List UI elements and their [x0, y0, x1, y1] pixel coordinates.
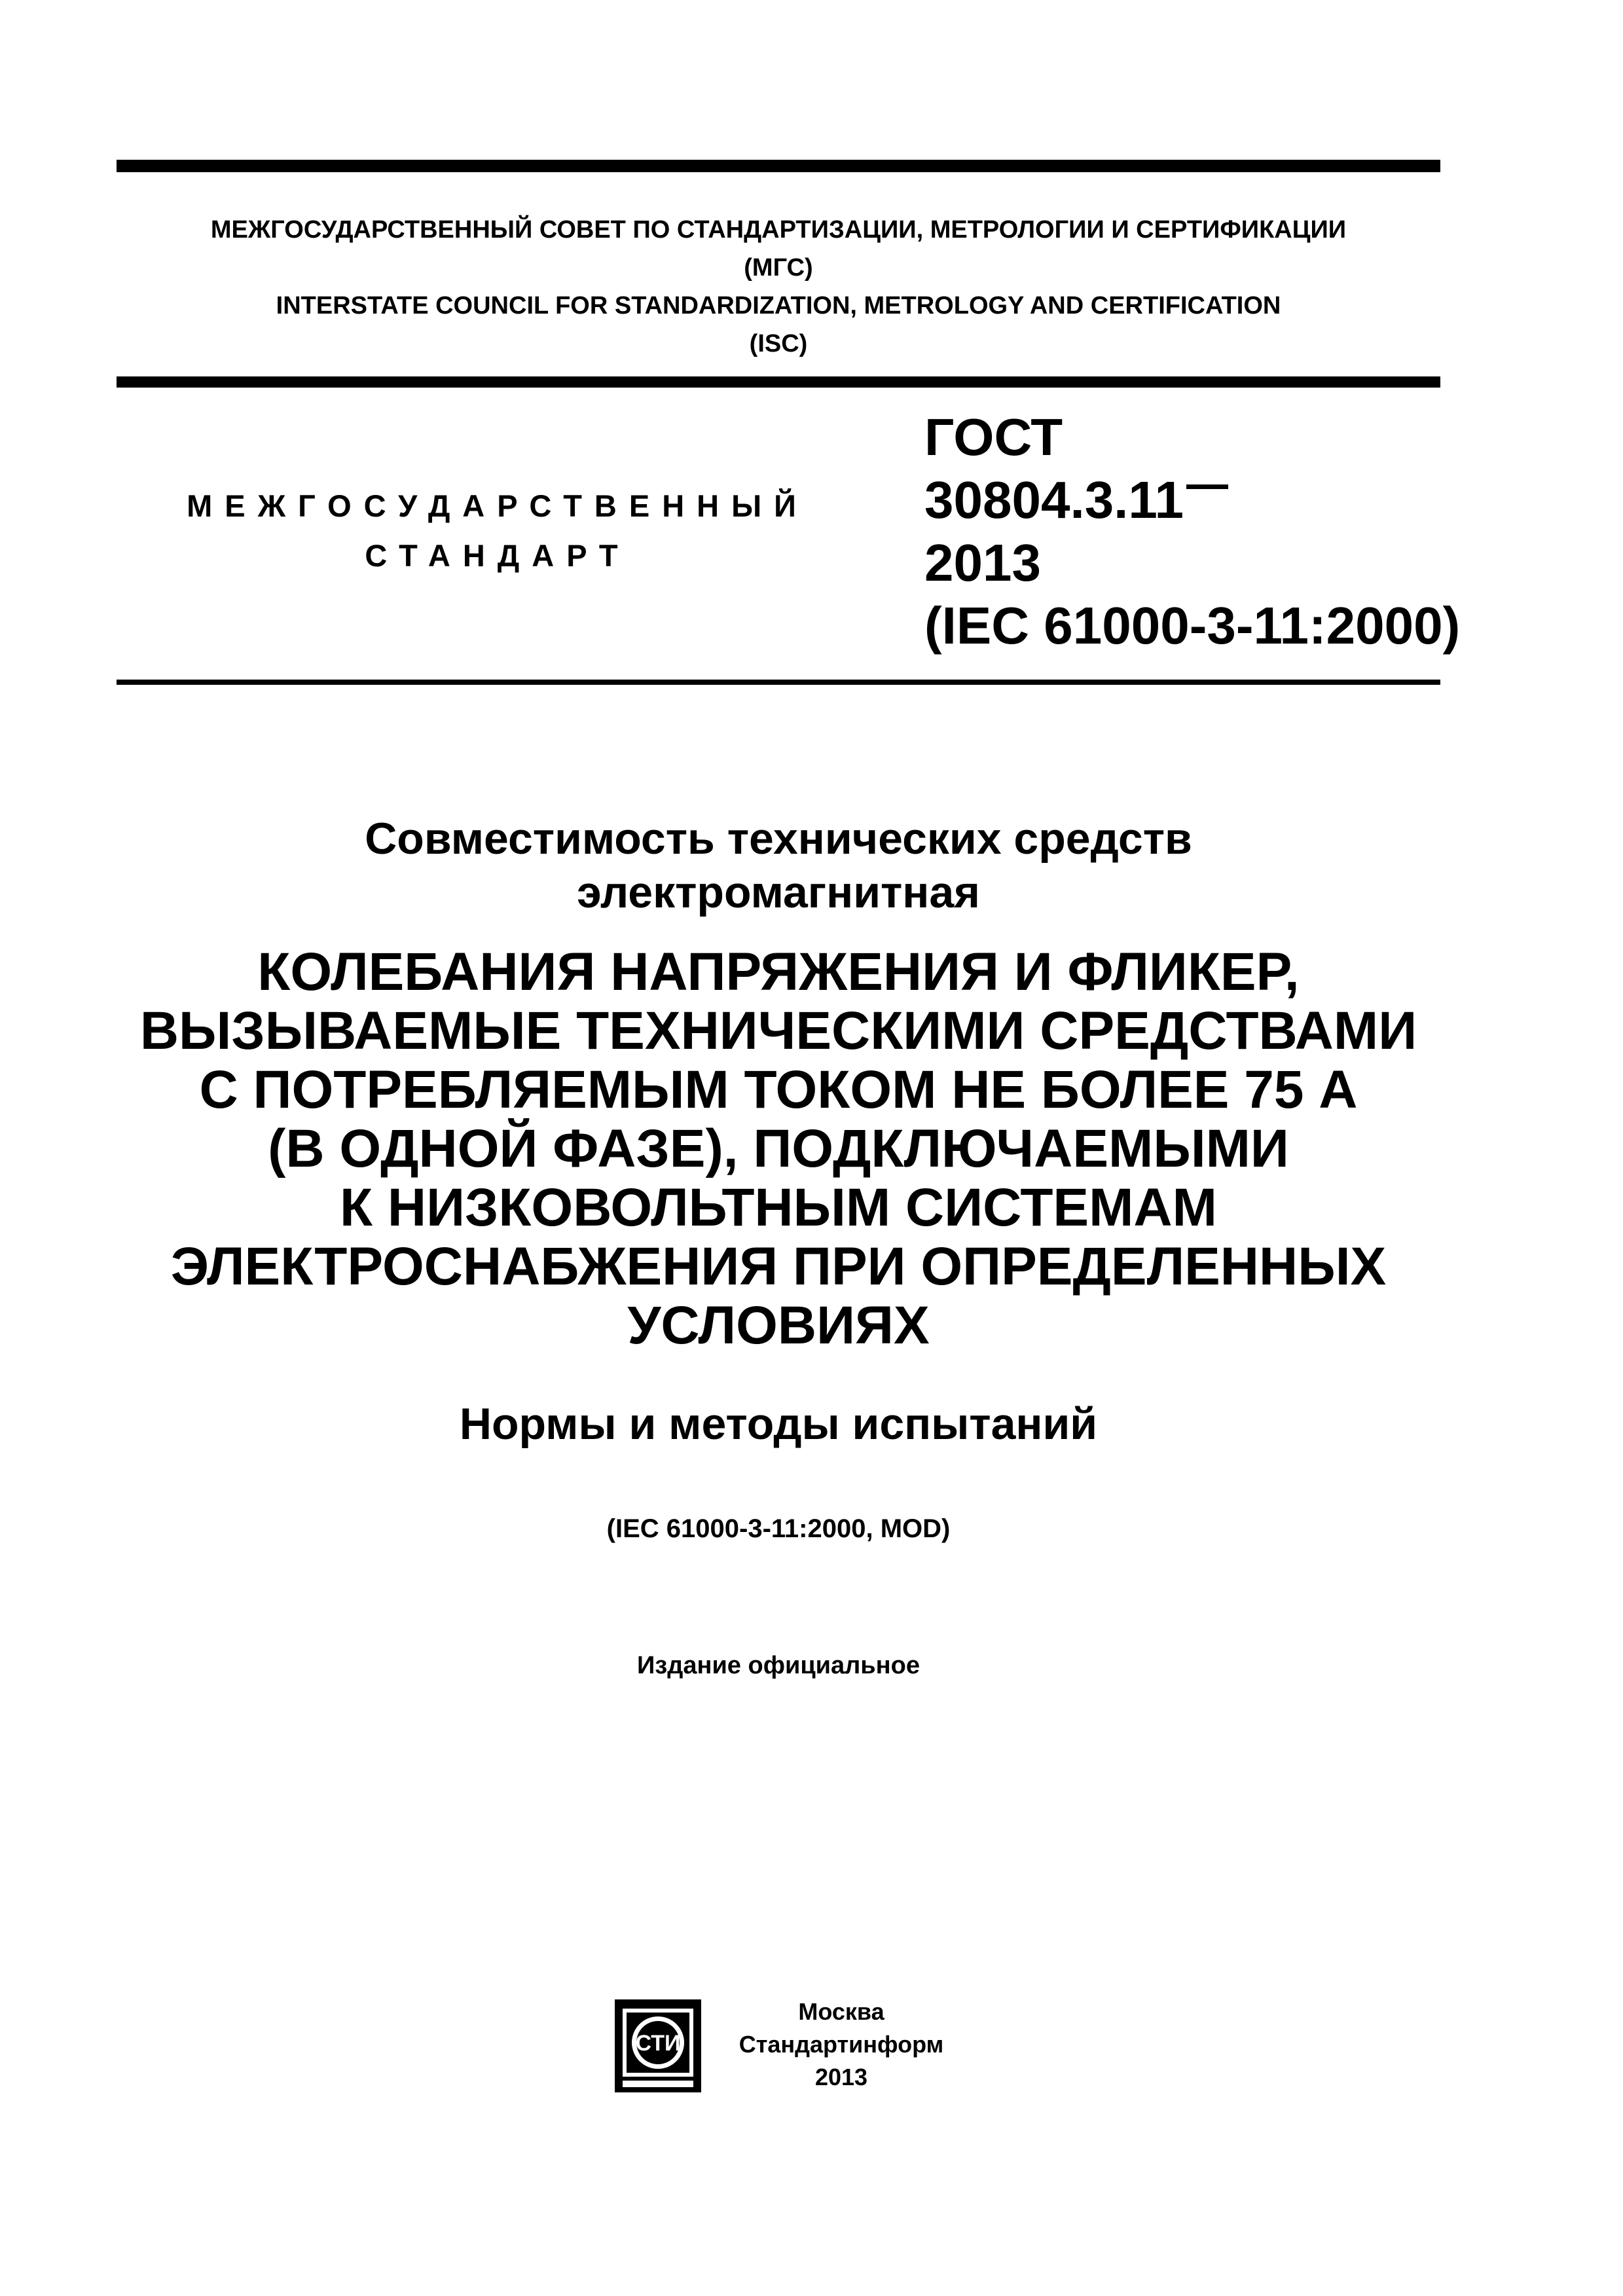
subject-heading [117, 812, 1440, 919]
standard-kind-line-1: МЕЖГОСУДАРСТВЕННЫЙ [187, 488, 809, 523]
gost-designation [924, 406, 1460, 657]
council-header [117, 211, 1440, 363]
council-name-ru: МЕЖГОСУДАРСТВЕННЫЙ СОВЕТ ПО СТАНДАРТИЗАЦИИ, МЕТРОЛОГИИ И СЕРТИФИКАЦИИ [210, 216, 1347, 244]
publisher-info [723, 1995, 959, 2094]
council-abbr-ru: (МГС) [744, 254, 813, 282]
norms-text: Нормы и методы испытаний [459, 1399, 1098, 1449]
main-title-line: К НИЗКОВОЛЬТНЫМ СИСТЕМАМ [340, 1178, 1217, 1237]
gost-label: ГОСТ [924, 408, 1063, 466]
subject-line-1: Совместимость технических средств [365, 814, 1192, 864]
main-title-line: УСЛОВИЯХ [627, 1296, 930, 1355]
publisher-city: Москва [798, 1998, 884, 2025]
lower-rule [117, 680, 1440, 685]
main-title-line: ЭЛЕКТРОСНАБЖЕНИЯ ПРИ ОПРЕДЕЛЕННЫХ [170, 1237, 1387, 1296]
subject-line-2: электромагнитная [577, 867, 980, 917]
publisher-year: 2013 [814, 2064, 868, 2090]
publisher-logo-text: СТИ [635, 2031, 681, 2056]
council-name-en: INTERSTATE COUNCIL FOR STANDARDIZATION, METROLOGY AND CERTIFICATION [276, 292, 1281, 319]
main-title-line: ВЫЗЫВАЕМЫЕ ТЕХНИЧЕСКИМИ СРЕДСТВАМИ [139, 1001, 1417, 1061]
standard-kind-line-2: СТАНДАРТ [365, 538, 630, 573]
iec-reference-text: (IEC 61000-3-11:2000, MOD) [606, 1514, 951, 1543]
main-title-line: КОЛЕБАНИЯ НАПРЯЖЕНИЯ И ФЛИКЕР, [257, 942, 1300, 1002]
main-title [117, 943, 1440, 1355]
gost-number-line [924, 469, 1460, 532]
publisher-name: Стандартинформ [739, 2031, 944, 2058]
norms-subtitle [117, 1398, 1440, 1450]
edition-text: Издание официальное [637, 1652, 920, 1679]
iec-reference [117, 1512, 1440, 1545]
top-rule [117, 160, 1440, 172]
edition-note [117, 1650, 1440, 1681]
gost-dash [1186, 484, 1228, 489]
main-title-line: С ПОТРЕБЛЯЕМЫМ ТОКОМ НЕ БОЛЕЕ 75 А [199, 1060, 1358, 1120]
council-abbr-en: (ISC) [749, 330, 808, 357]
gost-year: 2013 [924, 534, 1041, 592]
standard-kind [177, 481, 818, 581]
gost-iec-ref: (IEC 61000-3-11:2000) [924, 596, 1461, 655]
main-title-line: (В ОДНОЙ ФАЗЕ), ПОДКЛЮЧАЕМЫМИ [268, 1119, 1289, 1178]
middle-rule [117, 376, 1440, 388]
publisher-logo [612, 1997, 704, 2095]
gost-number: 30804.3.11 [924, 471, 1184, 529]
